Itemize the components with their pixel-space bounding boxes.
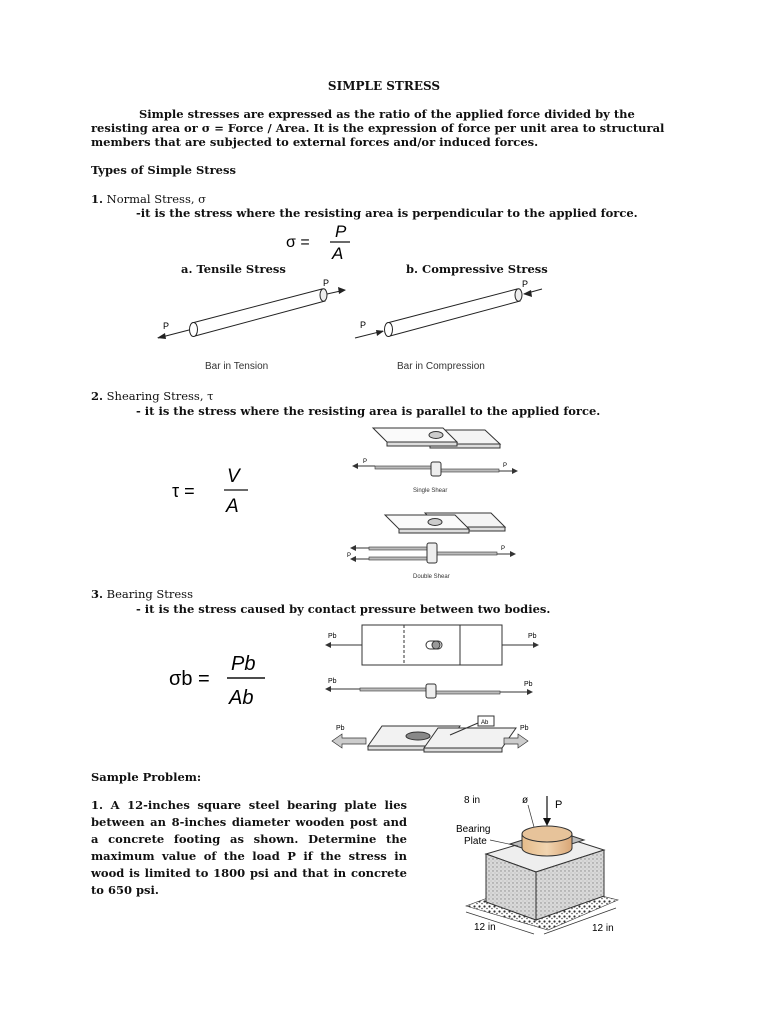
normal-stress-formula [280,222,380,264]
double-shear-right-force-label: P [501,546,506,552]
post-diameter-label: 8 in [464,795,481,806]
shearing-stress-description: - it is the stress where the resisting area is parallel to the applied force. [136,404,601,418]
compression-left-force-label: P [360,320,367,330]
intro-text: Simple stresses are expressed as the ratio of the applied force divided by the resisting area or σ = Force / Area. It is the expression of force per unit area to structural members that are subjected to external forces and/or induced forces. [91,107,665,149]
dimension-left-label: 12 in [474,922,496,933]
tension-left-force-label: P [163,321,170,331]
load-label: P [555,799,563,811]
bearing-stress-description: - it is the stress caused by contact pressure between two bodies. [136,602,551,616]
compressive-label: b. Compressive Stress [406,262,548,276]
bearing-stress-heading: 3. Bearing Stress [91,587,193,601]
shearing-stress-formula [170,462,260,522]
double-shear-left-force-label: P [347,553,352,559]
bar-in-tension-figure [155,275,355,375]
double-shear-figure [345,505,520,585]
compression-caption: Bar in Compression [397,361,485,372]
bar-in-compression-figure [350,275,550,375]
types-heading: Types of Simple Stress [91,163,236,177]
tension-caption: Bar in Tension [205,361,269,372]
single-shear-figure [345,420,520,500]
sample-problem-text: 1. A 12-inches square steel bearing plate lies between an 8-inches diameter wooden post and a concrete footing as shown. Determine the maximum value of the load P if the stress in wood is limited to 1800 psi and that in concrete to 650 psi. [91,798,407,897]
intro-paragraph [91,107,681,149]
tension-right-force-label: P [323,278,330,288]
shear-formula-denominator: A [226,496,239,517]
bearing-top-left-force-label: Pb [328,633,337,640]
compression-right-force-label: P [522,279,529,289]
bearing-formula-denominator: Ab [229,687,254,709]
normal-stress-description: -it is the stress where the resisting area is perpendicular to the applied force. [136,206,638,220]
bearing-side-right-force-label: Pb [524,681,533,688]
diameter-symbol: ø [522,795,529,806]
single-shear-left-force-label: P [363,459,368,465]
bearing-plate-label-line2: Plate [464,836,487,847]
single-shear-caption: Single Shear [413,488,448,494]
bearing-area-label: Ab [481,720,489,726]
shear-formula-lhs: τ = [172,481,195,501]
normal-formula-numerator: P [335,222,347,241]
bearing-top-right-force-label: Pb [528,633,537,640]
double-shear-caption: Double Shear [413,574,450,580]
bearing-exploded-left-force-label: Pb [336,725,345,732]
shearing-stress-heading: 2. Shearing Stress, τ [91,389,214,403]
normal-formula-lhs: σ = [286,234,310,251]
bearing-plate-label-line1: Bearing [456,824,491,835]
bearing-stress-formula [165,648,285,712]
bearing-formula-lhs: σb = [169,668,210,690]
bearing-side-left-force-label: Pb [328,678,337,685]
bearing-exploded-right-force-label: Pb [520,725,529,732]
tensile-label: a. Tensile Stress [181,262,286,276]
normal-formula-denominator: A [332,244,344,263]
bearing-plate-figure [448,790,638,940]
single-shear-right-force-label: P [503,463,508,469]
bearing-stress-figure [320,620,545,770]
bearing-formula-numerator: Pb [231,653,256,675]
sample-problem-heading: Sample Problem: [91,770,202,784]
document-title: SIMPLE STRESS [327,79,441,93]
normal-stress-heading: 1. Normal Stress, σ [91,192,207,206]
dimension-right-label: 12 in [592,923,614,934]
shear-formula-numerator: V [227,466,240,487]
